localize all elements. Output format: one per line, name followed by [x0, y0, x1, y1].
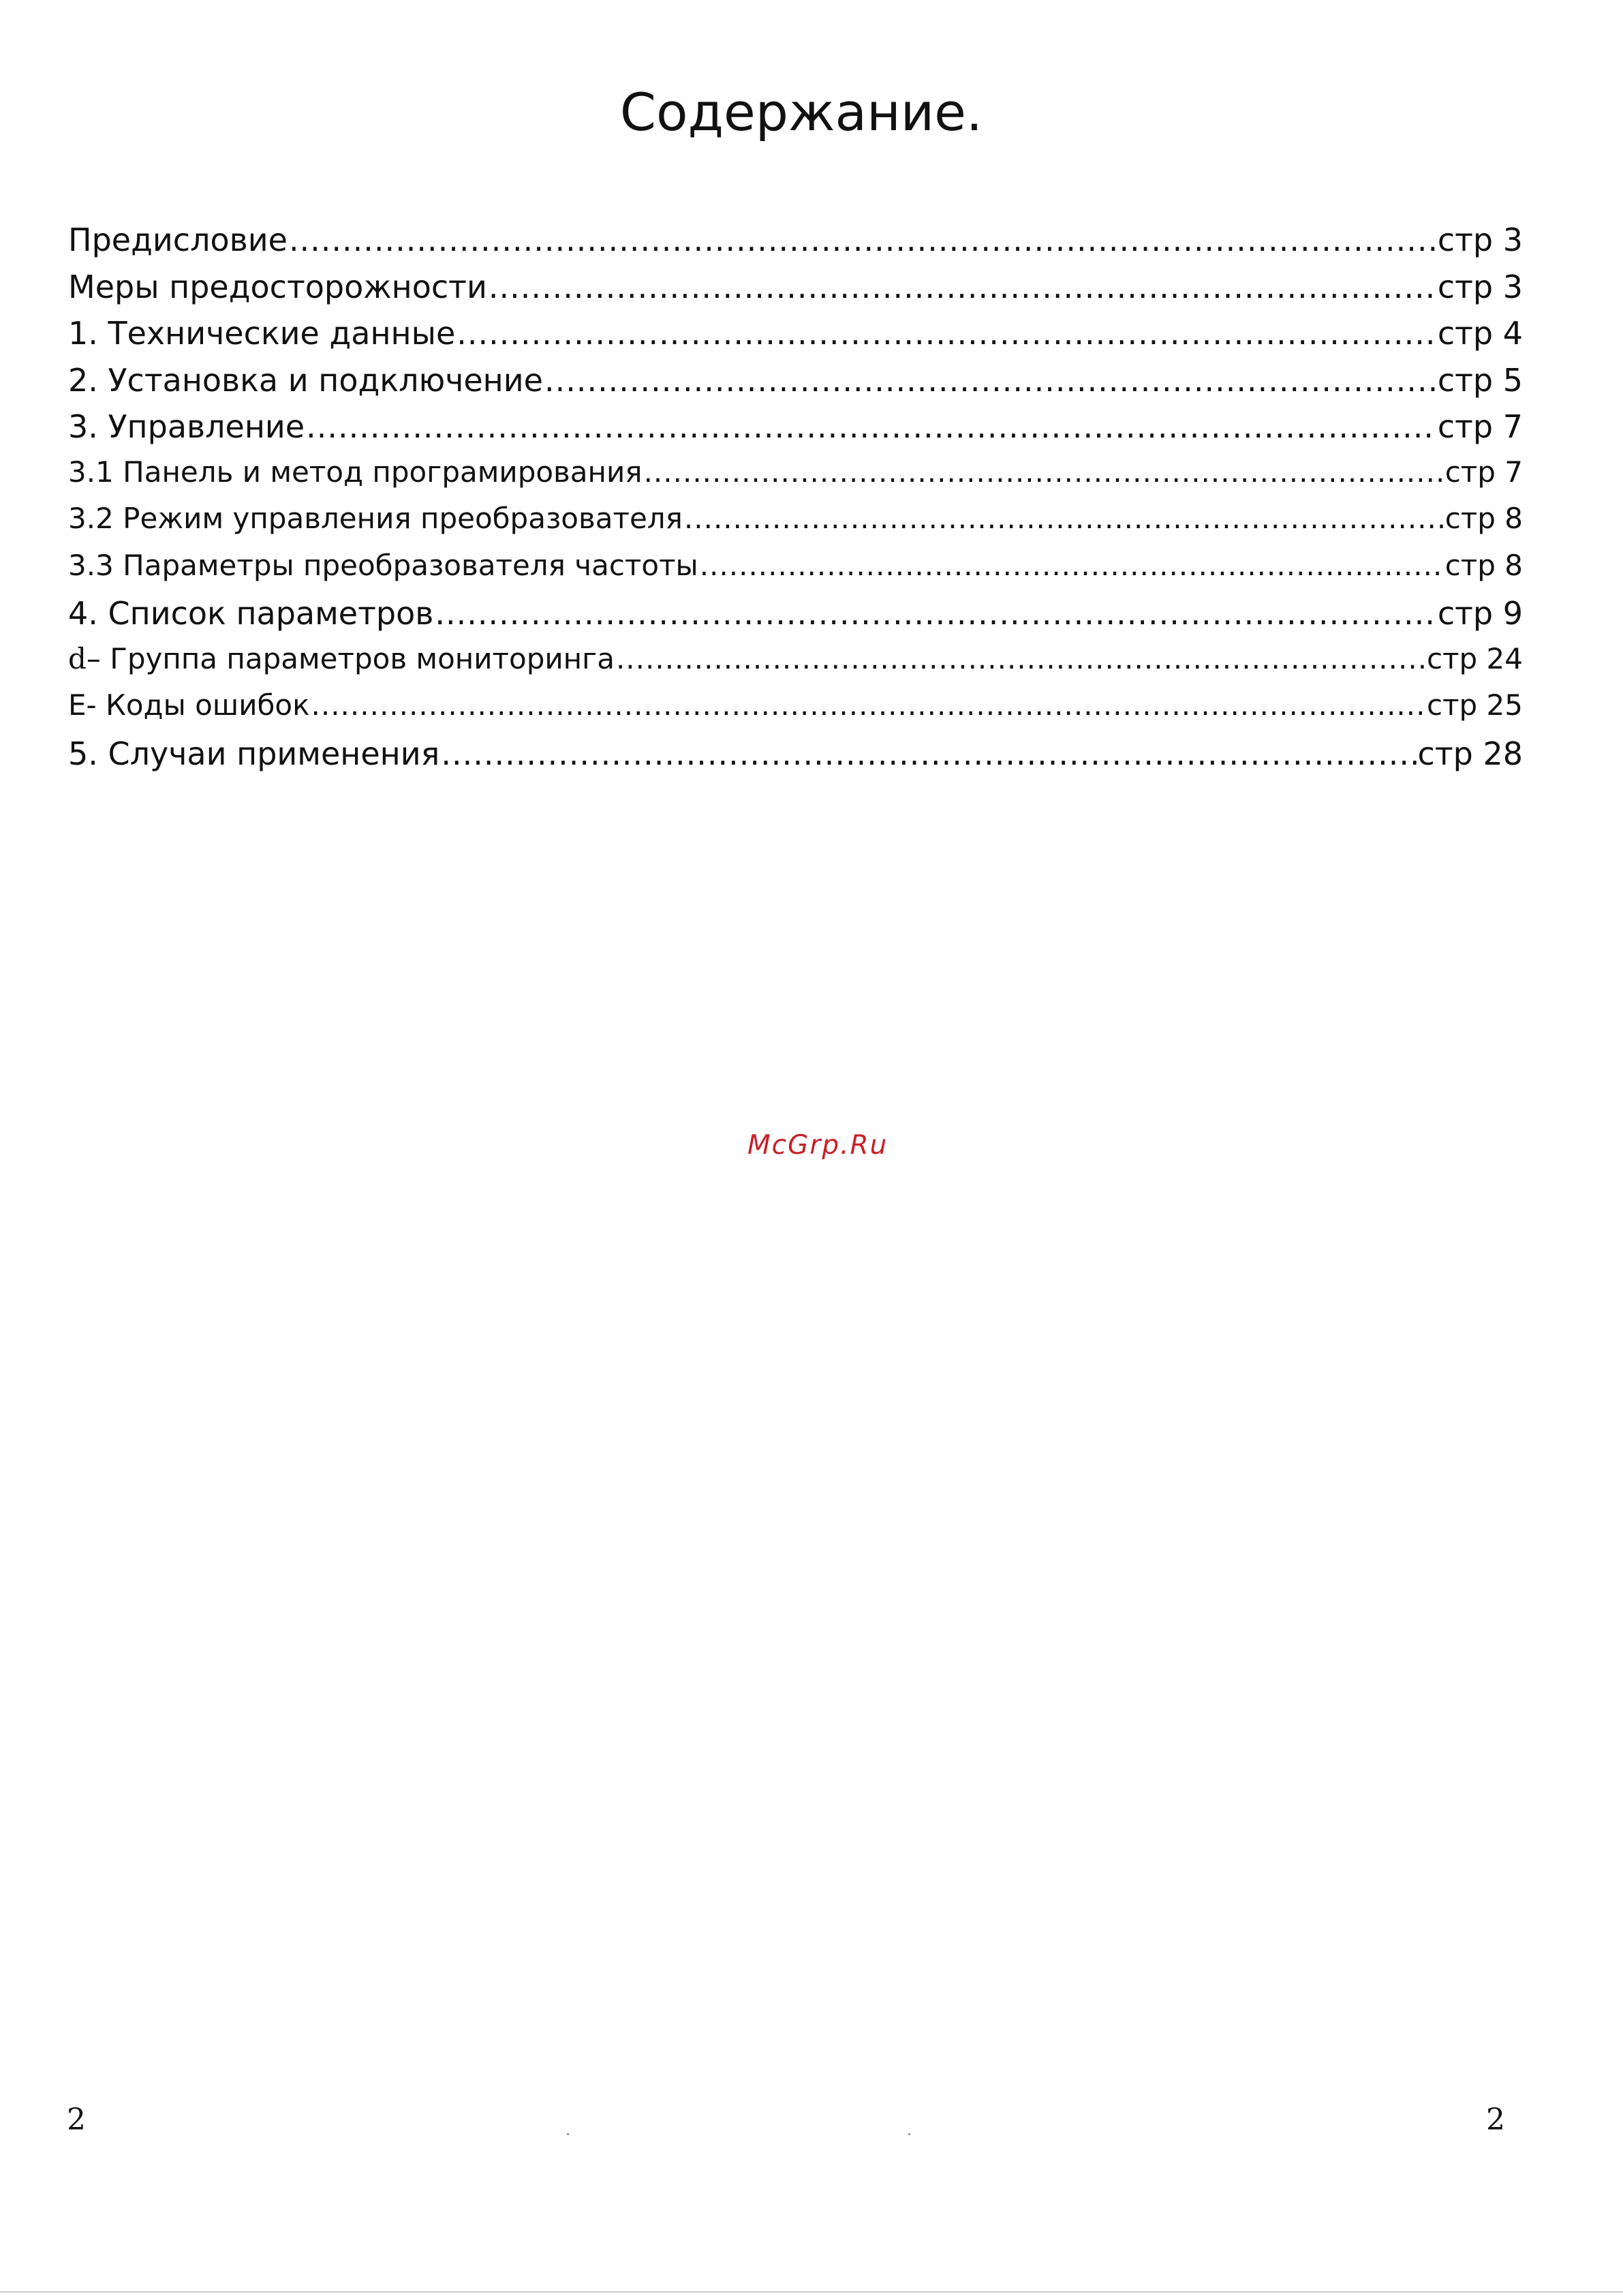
toc-leader-dots — [684, 502, 1444, 535]
toc-entry[interactable] — [68, 221, 1523, 269]
toc-entry-label: 3. Управление — [68, 408, 305, 445]
toc-entry-label: 1. Технические данные — [68, 315, 456, 352]
toc-entry[interactable] — [68, 455, 1523, 502]
toc-entry-page: стр 7 — [1444, 455, 1523, 489]
toc-leader-dots — [700, 549, 1444, 582]
toc-leader-dots — [289, 221, 1436, 258]
toc-leader-dots — [435, 595, 1436, 632]
toc-entry-label: Меры предосторожности — [68, 268, 487, 305]
toc-leader-dots — [644, 455, 1444, 489]
toc-entry-label: E- Коды ошибок — [68, 688, 310, 722]
toc-entry-page: стр 4 — [1437, 315, 1523, 352]
toc-entry[interactable] — [68, 269, 1523, 316]
toc-leader-dots — [306, 408, 1436, 445]
toc-entry-label-prefix: d — [68, 641, 87, 675]
toc-entry-page: стр 9 — [1437, 595, 1523, 632]
toc-entry-page: стр 25 — [1426, 688, 1523, 722]
toc-leader-dots — [457, 315, 1436, 352]
bottom-edge-rule — [0, 2291, 1623, 2293]
toc-leader-dots — [441, 735, 1416, 772]
table-of-contents — [68, 221, 1523, 782]
toc-entry[interactable] — [68, 549, 1523, 596]
toc-entry-label: 3.2 Режим управления преобразователя — [68, 502, 683, 535]
toc-entry[interactable] — [68, 362, 1523, 409]
toc-entry-page: стр 8 — [1444, 502, 1523, 535]
toc-entry-label: Предисловие — [68, 221, 288, 258]
toc-entry-page: стр 3 — [1437, 268, 1523, 305]
page-number-right: 2 — [1486, 2102, 1505, 2137]
toc-leader-dots — [616, 642, 1425, 675]
toc-entry[interactable] — [68, 408, 1523, 455]
toc-entry-label: 4. Список параметров — [68, 595, 434, 632]
toc-entry[interactable] — [68, 642, 1523, 689]
toc-entry-page: стр 28 — [1417, 735, 1523, 772]
toc-leader-dots — [311, 688, 1425, 722]
toc-entry-page: стр 24 — [1426, 641, 1523, 675]
toc-entry-label: 5. Случаи применения — [68, 735, 440, 772]
toc-entry-page: стр 5 — [1437, 361, 1523, 399]
toc-entry[interactable] — [68, 688, 1523, 735]
toc-entry-label: d– Группа параметров мониторинга — [68, 641, 615, 675]
scan-speck — [908, 2133, 910, 2135]
toc-entry[interactable] — [68, 595, 1523, 642]
scan-speck — [567, 2133, 569, 2135]
toc-entry-page: стр 7 — [1437, 408, 1523, 445]
toc-leader-dots — [489, 269, 1436, 305]
toc-entry-label: 3.1 Панель и метод програмирования — [68, 455, 643, 489]
toc-entry[interactable] — [68, 315, 1523, 362]
page-number-left: 2 — [67, 2102, 86, 2137]
toc-entry-page: стр 8 — [1444, 548, 1523, 582]
toc-entry[interactable] — [68, 502, 1523, 549]
toc-entry[interactable] — [68, 735, 1523, 782]
watermark: McGrp.Ru — [747, 1130, 888, 1161]
toc-entry-label: 3.3 Параметры преобразователя частоты — [68, 548, 698, 582]
toc-entry-label: 2. Установка и подключение — [68, 361, 543, 399]
toc-leader-dots — [544, 362, 1436, 399]
toc-entry-page: стр 3 — [1437, 221, 1523, 258]
page-title: Содержание. — [619, 82, 983, 142]
